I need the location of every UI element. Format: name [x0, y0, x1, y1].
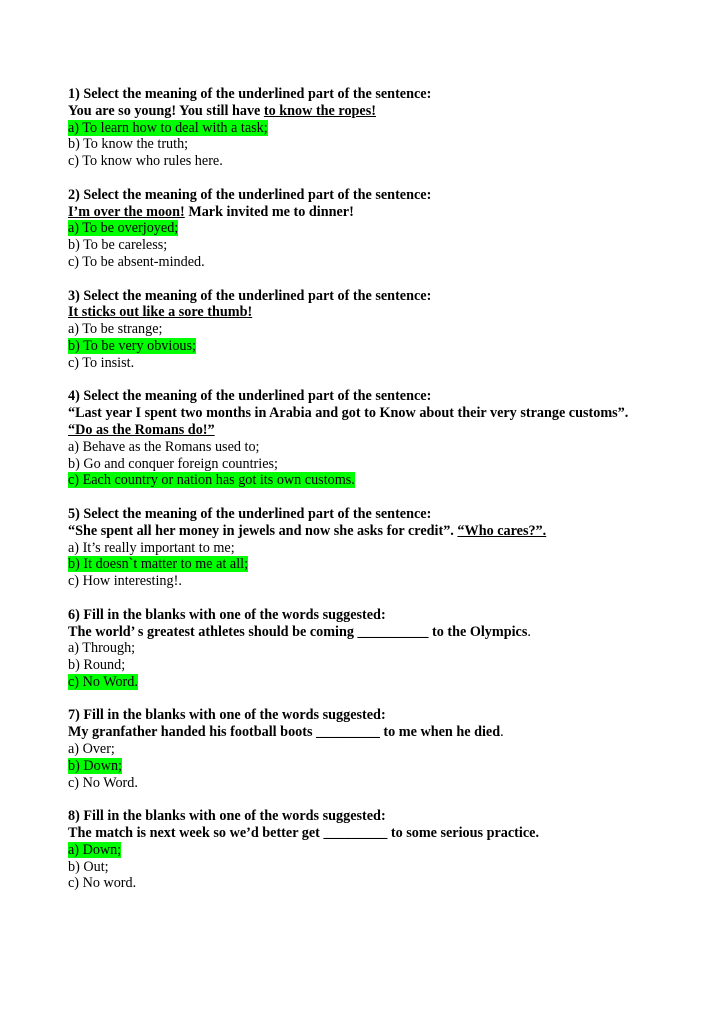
answer-option	[68, 237, 708, 254]
answer-option	[68, 321, 708, 338]
option-text: c) To be absent-minded.	[68, 253, 205, 270]
question-sentence	[68, 204, 708, 221]
question-prompt: 4) Select the meaning of the underlined part of the sentence:	[68, 388, 432, 405]
option-text: b) Round;	[68, 657, 126, 674]
answer-option	[68, 775, 708, 792]
underlined-phrase: It sticks out like a sore thumb!	[68, 304, 253, 321]
quiz-content	[68, 86, 708, 909]
option-text: b) To be careless;	[68, 237, 168, 254]
answer-option	[68, 153, 708, 170]
answer-option	[68, 556, 708, 573]
answer-option	[68, 472, 708, 489]
answer-option	[68, 657, 708, 674]
question-prompt: 6) Fill in the blanks with one of the words suggested:	[68, 606, 386, 623]
option-text: c) No word.	[68, 875, 137, 892]
correct-answer-highlight: a) To be overjoyed;	[68, 220, 179, 237]
answer-option	[68, 674, 708, 691]
question-5	[68, 506, 708, 590]
option-text: a) Behave as the Romans used to;	[68, 438, 260, 455]
question-prompt: 3) Select the meaning of the underlined part of the sentence:	[68, 287, 432, 304]
answer-option	[68, 439, 708, 456]
answer-option	[68, 456, 708, 473]
correct-answer-highlight: a) To learn how to deal with a task;	[68, 119, 268, 136]
sentence-text: My granfather handed his football boots _________ to me when he died	[68, 724, 501, 741]
option-text: c) To know who rules here.	[68, 153, 223, 170]
question-7	[68, 707, 708, 791]
option-text: c) How interesting!.	[68, 573, 182, 590]
correct-answer-highlight: b) To be very obvious;	[68, 337, 196, 354]
sentence-text: The match is next week so we’d better get _________ to some serious practice.	[68, 825, 539, 842]
question-8	[68, 808, 708, 892]
question-6	[68, 607, 708, 691]
question-prompt: 1) Select the meaning of the underlined part of the sentence:	[68, 86, 432, 102]
answer-option	[68, 842, 708, 859]
sentence-text: .	[527, 623, 531, 640]
option-text: a) Over;	[68, 741, 115, 758]
question-1	[68, 86, 708, 170]
question-sentence	[68, 422, 708, 439]
correct-answer-highlight: c) Each country or nation has got its own customs.	[68, 472, 355, 489]
underlined-phrase: “Do as the Romans do!”	[68, 421, 215, 438]
option-text: c) To insist.	[68, 354, 135, 371]
answer-option	[68, 573, 708, 590]
answer-option	[68, 540, 708, 557]
correct-answer-highlight: a) Down;	[68, 841, 122, 858]
sentence-text: “Last year I spent two months in Arabia and got to Know about their very strange customs”.	[68, 405, 629, 422]
sentence-text: You are so young! You still have	[68, 102, 264, 119]
question-sentence	[68, 724, 708, 741]
answer-option	[68, 640, 708, 657]
answer-option	[68, 875, 708, 892]
answer-option	[68, 120, 708, 137]
option-text: b) Out;	[68, 858, 109, 875]
option-text: a) To be strange;	[68, 321, 163, 338]
question-4	[68, 388, 708, 489]
option-text: b) To know the truth;	[68, 136, 189, 153]
option-text: a) Through;	[68, 640, 136, 657]
answer-option	[68, 254, 708, 271]
option-text: b) Go and conquer foreign countries;	[68, 455, 278, 472]
answer-option	[68, 741, 708, 758]
underlined-phrase: “Who cares?”.	[457, 522, 547, 539]
underlined-phrase: I’m over the moon!	[68, 203, 185, 220]
correct-answer-highlight: b) It doesn`t matter to me at all;	[68, 556, 249, 573]
correct-answer-highlight: b) Down;	[68, 757, 122, 774]
question-prompt: 8) Fill in the blanks with one of the words suggested:	[68, 808, 386, 825]
question-sentence	[68, 825, 708, 842]
question-sentence	[68, 523, 708, 540]
question-2	[68, 187, 708, 271]
question-3	[68, 288, 708, 372]
answer-option	[68, 220, 708, 237]
question-sentence	[68, 103, 708, 120]
question-prompt: 2) Select the meaning of the underlined part of the sentence:	[68, 186, 432, 203]
question-prompt: 7) Fill in the blanks with one of the words suggested:	[68, 707, 386, 724]
question-sentence	[68, 405, 708, 422]
question-sentence	[68, 304, 708, 321]
question-prompt: 5) Select the meaning of the underlined part of the sentence:	[68, 505, 432, 522]
option-text: a) It’s really important to me;	[68, 539, 235, 556]
underlined-phrase: to know the ropes!	[263, 102, 376, 119]
answer-option	[68, 355, 708, 372]
sentence-text: The world’ s greatest athletes should be coming __________ to the Olympics	[68, 623, 528, 640]
correct-answer-highlight: c) No Word.	[68, 673, 138, 690]
answer-option	[68, 136, 708, 153]
sentence-text: Mark invited me to dinner!	[184, 203, 354, 220]
question-sentence	[68, 624, 708, 641]
sentence-text: “She spent all her money in jewels and now she asks for credit”.	[68, 522, 458, 539]
option-text: c) No Word.	[68, 774, 138, 791]
answer-option	[68, 338, 708, 355]
answer-option	[68, 758, 708, 775]
answer-option	[68, 859, 708, 876]
sentence-text: .	[500, 724, 504, 741]
